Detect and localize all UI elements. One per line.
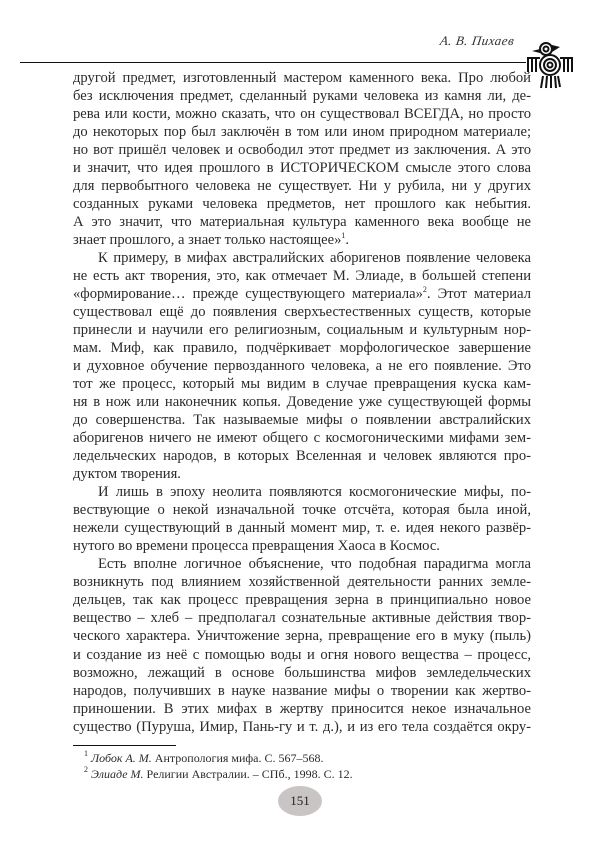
footnotes — [84, 750, 353, 782]
text-line — [73, 177, 531, 195]
text-line — [73, 537, 531, 555]
text-line — [73, 664, 531, 682]
line-text: К примеру, в мифах австралийских аборигенов появление человека — [98, 250, 531, 267]
line-text: для первобытного человека не существует. Ни у рубила, ни у других — [73, 178, 531, 195]
text-line — [73, 357, 531, 375]
footnote-number: 2 — [84, 765, 88, 774]
line-text: до некоторых пор был заключён в том или ином природном материале; — [73, 124, 531, 141]
text-line — [73, 501, 531, 519]
text-line — [73, 627, 531, 645]
line-text: но вот пришёл человек и освободил этот предмет из заключения. А это — [73, 142, 531, 159]
line-text: . Этот материал — [426, 286, 531, 303]
text-line — [73, 267, 531, 285]
text-line — [73, 519, 531, 537]
text-line — [73, 159, 531, 177]
line-text: нутого во времени процесса превращения Хаоса в Космос. — [73, 538, 440, 555]
text-line — [73, 483, 531, 501]
text-line — [73, 87, 531, 105]
text-line — [73, 303, 531, 321]
line-text: приношении. В этих мифах в жертву приносится некое изначальное — [73, 700, 531, 717]
line-text: . — [345, 232, 350, 249]
line-text: Есть вполне логичное объяснение, что подобная парадигма могла — [98, 556, 531, 573]
line-text: нежели существующий в данный момент мир, т. е. идея некого развёр- — [73, 520, 531, 537]
text-line — [73, 231, 531, 249]
footnote-1 — [84, 750, 353, 766]
text-line — [73, 591, 531, 609]
footnote-text: Антропология мифа. С. 567–568. — [151, 751, 324, 765]
text-line — [73, 429, 531, 447]
line-text: существо (Пуруша, Имир, Пань-гу и т. д.), и из его тела создаётся окру- — [73, 718, 531, 735]
footnote-ref[interactable]: 2 — [422, 285, 427, 295]
text-line — [73, 393, 531, 411]
text-line — [73, 195, 531, 213]
text-line — [73, 646, 531, 664]
footnote-author: Лобок А. М. — [91, 751, 152, 765]
line-text: мам. Миф, как правило, подчёркивает морфологическое завершение — [73, 340, 531, 357]
text-line — [73, 447, 531, 465]
line-text: дельцев, так как процесс превращения зерна в принципиально новое — [73, 592, 531, 609]
footnote-author: Элиаде М. — [91, 767, 144, 781]
text-line — [73, 321, 531, 339]
line-text: другой предмет, изготовленный мастером каменного века. Про любой — [73, 70, 531, 86]
text-line — [73, 573, 531, 591]
line-text: А это значит, что материальная культура каменного века вообще не — [73, 214, 531, 231]
text-line — [73, 105, 531, 123]
text-line — [73, 213, 531, 231]
page-number: 151 — [278, 786, 322, 816]
text-line — [73, 69, 531, 87]
text-line — [73, 465, 531, 483]
line-text: созданных руками человека предметов, нет прошлого как небытия. — [73, 196, 531, 213]
line-text: и создание из неё с помощью воды и огня нового вещества – процесс, — [73, 646, 531, 663]
line-text: вещество – хлеб – предполагал сознательные активные действия твор- — [73, 610, 531, 627]
text-line — [73, 123, 531, 141]
line-text: рева или кости, можно сказать, что он существовал ВСЕГДА, но просто — [73, 106, 531, 123]
line-text: до совершенства. Так называемые мифы о появлении австралийских — [73, 412, 531, 429]
line-text: знает прошлого, а знает только настоящее» — [73, 232, 342, 249]
text-line — [73, 375, 531, 393]
text-line — [73, 718, 531, 736]
text-line — [73, 249, 531, 267]
text-line — [73, 411, 531, 429]
line-text: возможно, лежащий в основе большинства мифов земледельческих — [73, 664, 531, 681]
footnote-number: 1 — [84, 749, 88, 758]
line-text: принесли и научили его религиозным, социальным и культурным нор- — [73, 322, 531, 339]
line-text: И лишь в эпоху неолита появляются космогонические мифы, по- — [98, 484, 531, 501]
line-text: аборигенов ничего не имеют общего с космогоническими мифами зем- — [73, 430, 531, 447]
footnote-text: Религии Австралии. – СПб., 1998. С. 12. — [143, 767, 353, 781]
line-text: дуктом творения. — [73, 466, 181, 483]
line-text: вествующие о некой изначальной точке отсчёта, которая была иной, — [73, 502, 531, 519]
text-line — [73, 682, 531, 700]
line-text: ледельческих народов, в которых Вселенная и человек являются про- — [73, 448, 531, 465]
author-signature: А. В. Пихаев — [439, 33, 516, 48]
line-text: «формирование… прежде существующего материала» — [73, 286, 423, 303]
line-text: не есть акт творения, это, как отмечает М. Элиаде, в большей степени — [73, 268, 531, 285]
text-line — [73, 285, 531, 303]
footnote-separator — [73, 745, 176, 746]
text-line — [73, 700, 531, 718]
footnote-2 — [84, 766, 353, 782]
line-text: без исключения предмет, сделанный руками человека из камня ли, де- — [73, 88, 531, 105]
text-line — [73, 141, 531, 159]
text-line — [73, 609, 531, 627]
text-line — [73, 555, 531, 573]
line-text: и духовное обучение первозданного человека, а не его появление. Это — [73, 358, 531, 375]
header-rule — [20, 62, 526, 63]
line-text: и значит, что идея прошлого в ИСТОРИЧЕСКОМ смысле этого слова — [73, 160, 531, 177]
stylized-bird-emblem-icon — [526, 40, 574, 90]
line-text: возникнуть под влиянием хозяйственной деятельности ранних земле- — [73, 574, 531, 591]
line-text: ческого характера. Уничтожение зерна, превращение его в муку (пыль) — [73, 628, 531, 645]
text-line — [73, 339, 531, 357]
line-text: ня в нож или наконечник копья. Доведение уже существующей формы — [73, 394, 531, 411]
line-text: существовал ещё до появления сверхъестественных существ, которые — [73, 304, 531, 321]
line-text: народов, получивших в науке название мифы о творении как жертво- — [73, 682, 531, 699]
body-text — [73, 69, 531, 736]
footnote-ref[interactable]: 1 — [341, 231, 346, 241]
line-text: тот же процесс, который мы видим в случае превращения куска кам- — [73, 376, 531, 393]
